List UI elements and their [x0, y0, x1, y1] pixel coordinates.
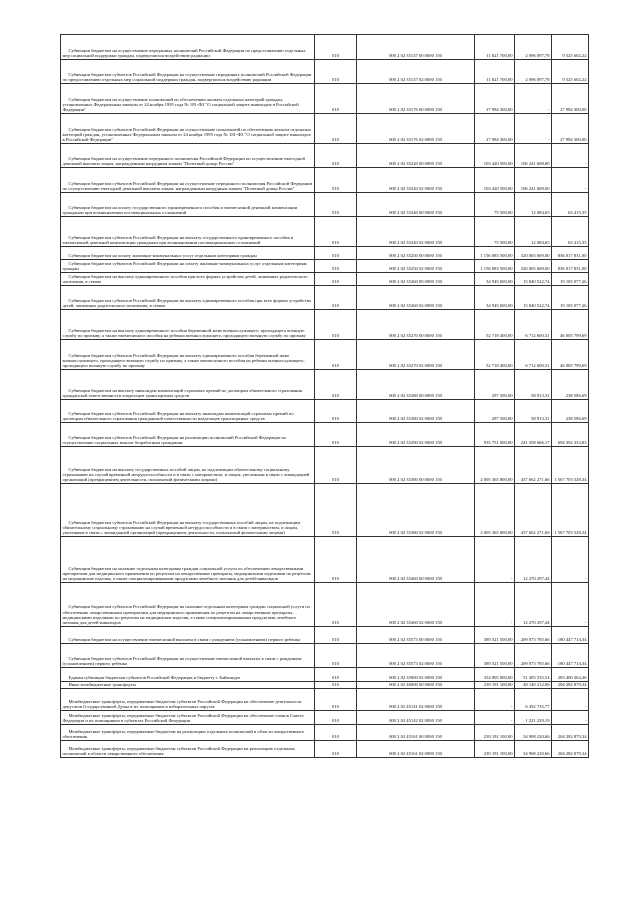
row-executed: 12 084,65 [515, 217, 552, 247]
row-executed: 209 073 785,66 [515, 627, 552, 644]
row-code: 010 [315, 35, 357, 60]
row-code: 010 [315, 682, 357, 689]
row-code: 010 [315, 310, 357, 340]
row-remaining: 204 282 879,34 [552, 741, 589, 758]
row-remaining: - [552, 168, 589, 193]
row-name: Субвенции бюджетам субъектов Российской Федерации на выплату инвалидам компенсаций страховых премий по договорам обязательного страхования гражданской ответственности владельцев транспортных средств [61, 400, 315, 423]
table-row [61, 60, 589, 84]
row-kbk: 000 2 02 35250 02 0000 150 [357, 260, 475, 273]
row-approved: 75 500,00 [475, 193, 515, 217]
row-name: Субвенции бюджетам на осуществление полномочий по обеспечению жильем отдельных категорий граждан, установленных Федеральным законом от 24 ноября 1995 года № 181-ФЗ "О социальной защите инвалидов в Российской Федерации" [61, 84, 315, 114]
row-executed: 51 405 535,54 [515, 668, 552, 682]
row-executed: 209 073 785,66 [515, 644, 552, 668]
row-remaining: 238 586,69 [552, 400, 589, 423]
table-row [61, 217, 589, 247]
row-approved: 27 984 300,00 [475, 84, 515, 114]
row-name: Субвенции бюджетам субъектов Российской Федерации на оплату жилищно-коммунальных услуг отдельным категориям граждан [61, 260, 315, 273]
table-row [61, 247, 589, 260]
row-code: 010 [315, 247, 357, 260]
row-remaining: 19 105 077,26 [552, 286, 589, 310]
row-kbk: 000 2 02 35460 02 0000 150 [357, 583, 475, 627]
row-name: Субвенции бюджетам субъектов Российской Федерации на выплату единовременного пособия беременной жене военнослужащего, проходящего военную службу по призыву, а также ежемесячного пособия на ребенка военнослужащего, проходящего военную службу по призыву [61, 340, 315, 370]
row-executed: 437 662 271,66 [515, 484, 552, 537]
row-approved: 389 521 500,00 [475, 644, 515, 668]
row-remaining: 9 525 602,22 [552, 35, 589, 60]
row-remaining: 1 567 703 528,34 [552, 484, 589, 537]
table-row [61, 310, 589, 340]
row-remaining: - [552, 583, 589, 627]
table-row [61, 447, 589, 484]
table-row [61, 682, 589, 689]
row-remaining: 836 017 831,00 [552, 260, 589, 273]
row-name: Субвенции бюджетам субъектов Российской Федерации на выплату государственных пособий лицам, не подлежащим обязательному социальному страхованию на случай временной нетрудоспособности и в связи с материнством, и лицам, уволенным в связи с ликвидацией организаций (прекращением деятельности, полномочий физическими лицами) [61, 484, 315, 537]
row-approved: 1 156 083 500,00 [475, 247, 515, 260]
row-approved: 34 945 600,00 [475, 273, 515, 286]
row-kbk: 000 2 02 35176 02 0000 150 [357, 114, 475, 144]
table-row [61, 627, 589, 644]
row-remaining: 63 415,35 [552, 217, 589, 247]
row-kbk: 000 2 02 40000 00 0000 150 [357, 682, 475, 689]
row-remaining: 204 282 879,34 [552, 682, 589, 689]
row-remaining: 46 005 799,69 [552, 340, 589, 370]
row-code: 010 [315, 583, 357, 627]
row-name: Субвенции бюджетам на выплату единовременного пособия беременной жене военнослужащего, проходящего военную службу по призыву, а также ежемесячного пособия на ребенка военнослужащего, проходящего военную службу по призыву [61, 310, 315, 340]
row-kbk: 000 2 02 35220 00 0000 150 [357, 144, 475, 168]
row-name: Субвенции бюджетам субъектов Российской Федерации на осуществление переданных полномочий Российской Федерации по предоставлению отдельных мер социальной поддержки граждан, подвергшихся воздействию радиации [61, 60, 315, 84]
row-approved: 27 984 300,00 [475, 114, 515, 144]
row-kbk: 000 2 02 35270 02 0000 150 [357, 340, 475, 370]
row-name: Субвенции бюджетам на выплату инвалидам компенсаций страховых премий по договорам обязательного страхования гражданской ответственности владельцев транспортных средств [61, 370, 315, 400]
row-remaining: - [552, 689, 589, 711]
row-name: Субвенции бюджетам субъектов Российской Федерации на осуществление полномочий по обеспечению жильем отдельных категорий граждан, установленных Федеральным законом от 24 ноября 1995 года № 181-ФЗ "О социальной защите инвалидов в Российской Федерации" [61, 114, 315, 144]
row-executed: 2 096 097,78 [515, 35, 552, 60]
row-remaining: 836 017 831,00 [552, 247, 589, 260]
row-code: 010 [315, 286, 357, 310]
table-row [61, 689, 589, 711]
table-row [61, 370, 589, 400]
row-executed: - [515, 84, 552, 114]
row-approved: - [475, 537, 515, 583]
row-remaining: 238 586,69 [552, 370, 589, 400]
row-name: Субвенции бюджетам субъектов Российской Федерации на осуществление ежемесячной выплаты в связи с рождением (усыновлением) первого ребенка [61, 644, 315, 668]
row-remaining: 1 567 703 528,34 [552, 447, 589, 484]
row-code: 010 [315, 537, 357, 583]
row-kbk: 000 2 02 35380 02 0000 150 [357, 484, 475, 537]
row-remaining: 63 415,35 [552, 193, 589, 217]
row-name: Межбюджетные трансферты, передаваемые бюджетам субъектов Российской Федерации на реализацию отдельных полномочий в области лекарственного обеспечения [61, 741, 315, 758]
row-remaining: - [552, 711, 589, 725]
row-remaining: 46 005 799,69 [552, 310, 589, 340]
row-code: 010 [315, 340, 357, 370]
table-row [61, 583, 589, 627]
row-executed: 1 221 229,19 [515, 711, 552, 725]
table-row [61, 84, 589, 114]
row-kbk: 000 2 02 35290 02 0000 150 [357, 423, 475, 447]
row-executed: 106 241 608,00 [515, 168, 552, 193]
row-kbk: 000 2 02 35573 02 0000 150 [357, 644, 475, 668]
row-approved: 11 621 700,00 [475, 60, 515, 84]
row-executed: 6 712 600,31 [515, 310, 552, 340]
row-kbk: 000 2 02 45142 02 0000 150 [357, 711, 475, 725]
row-kbk: 000 2 02 35260 00 0000 150 [357, 273, 475, 286]
row-code: 010 [315, 168, 357, 193]
row-kbk: 000 2 02 35240 00 0000 150 [357, 193, 475, 217]
row-code: 010 [315, 60, 357, 84]
table-row [61, 193, 589, 217]
row-kbk: 000 2 02 35573 00 0000 150 [357, 627, 475, 644]
row-executed: 2 096 097,78 [515, 60, 552, 84]
row-approved: 103 420 500,00 [475, 144, 515, 168]
row-code: 010 [315, 114, 357, 144]
row-approved: 103 420 500,00 [475, 168, 515, 193]
row-name: Субвенции бюджетам субъектов Российской Федерации на выплату единовременного пособия при всех формах устройства детей, лишенных родительского попечения, в семью [61, 286, 315, 310]
table-row [61, 286, 589, 310]
row-code: 010 [315, 273, 357, 286]
row-remaining: 27 984 300,00 [552, 114, 589, 144]
row-kbk: 000 2 02 35380 00 0000 150 [357, 447, 475, 484]
row-remaining: 19 105 077,26 [552, 273, 589, 286]
row-name: Субвенции бюджетам на осуществление переданных полномочий Российской Федерации по предоставлению отдельных мер социальной поддержки граждан, подвергшихся воздействию радиации [61, 35, 315, 60]
row-approved: 239 191 100,00 [475, 741, 515, 758]
row-approved: 52 718 400,00 [475, 310, 515, 340]
row-approved: 935 751 000,00 [475, 423, 515, 447]
row-remaining: 180 447 714,34 [552, 644, 589, 668]
row-code: 010 [315, 711, 357, 725]
row-kbk: 000 2 02 45161 02 0000 150 [357, 741, 475, 758]
table-row [61, 644, 589, 668]
row-executed: 241 358 666,17 [515, 423, 552, 447]
row-approved: 11 621 700,00 [475, 35, 515, 60]
row-name: Субвенции бюджетам на осуществление ежемесячной выплаты в связи с рождением (усыновлением) первого ребенка [61, 627, 315, 644]
row-executed: 6 712 600,31 [515, 340, 552, 370]
row-remaining: - [552, 144, 589, 168]
row-name: Субвенции бюджетам на оплату жилищно-коммунальных услуг отдельным категориям граждан [61, 247, 315, 260]
table-row [61, 537, 589, 583]
row-executed: 320 065 669,00 [515, 260, 552, 273]
table-row [61, 741, 589, 758]
row-kbk: 000 2 02 35220 02 0000 150 [357, 168, 475, 193]
row-kbk: 000 2 02 45141 02 0000 150 [357, 689, 475, 711]
row-approved: 1 156 083 500,00 [475, 260, 515, 273]
table-row [61, 273, 589, 286]
row-name: Межбюджетные трансферты, передаваемые бюджетам на реализацию отдельных полномочий в области лекарственного обеспечения [61, 725, 315, 741]
row-code: 010 [315, 370, 357, 400]
row-approved: 334 805 800,00 [475, 668, 515, 682]
row-code: 010 [315, 260, 357, 273]
row-executed: 58 913,31 [515, 400, 552, 423]
row-executed: 6 392 735,77 [515, 689, 552, 711]
row-approved: - [475, 711, 515, 725]
row-code: 010 [315, 741, 357, 758]
row-kbk: 000 2 02 35260 02 0000 150 [357, 286, 475, 310]
row-executed: - [515, 114, 552, 144]
row-kbk: 000 2 02 35280 00 0000 150 [357, 370, 475, 400]
row-code: 010 [315, 400, 357, 423]
row-remaining: - [552, 537, 589, 583]
row-code: 010 [315, 217, 357, 247]
row-executed: 12 270 297,44 [515, 537, 552, 583]
row-remaining: 694 392 333,83 [552, 423, 589, 447]
row-approved: 389 521 500,00 [475, 627, 515, 644]
row-code: 010 [315, 84, 357, 114]
row-executed: 320 065 669,00 [515, 247, 552, 260]
row-approved: 2 005 365 800,00 [475, 484, 515, 537]
row-kbk: 000 2 02 35137 02 0000 150 [357, 60, 475, 84]
row-executed: 106 241 608,00 [515, 144, 552, 168]
row-executed: 437 662 271,66 [515, 447, 552, 484]
income-table [60, 34, 589, 758]
table-row [61, 400, 589, 423]
row-name: Межбюджетные трансферты, передаваемые бюджетам субъектов Российской Федерации на обеспечение членов Совета Федерации и их помощников в субъектах Российской Федерации [61, 711, 315, 725]
row-name: Субвенции бюджетам на оплату государственного единовременного пособия и ежемесячной денежной компенсации гражданам при возникновении поствакцинальных осложнений [61, 193, 315, 217]
row-approved: 297 500,00 [475, 370, 515, 400]
table-row [61, 144, 589, 168]
row-name: Субвенции бюджетам на выплату государственных пособий лицам, не подлежащим обязательному социальному страхованию на случай временной нетрудоспособности и в связи с материнством, и лицам, уволенным в связи с ликвидацией организаций (прекращением деятельности, полномочий физическими лицами) [61, 447, 315, 484]
row-remaining: 9 525 602,22 [552, 60, 589, 84]
row-remaining: 27 984 300,00 [552, 84, 589, 114]
row-code: 010 [315, 144, 357, 168]
table-row [61, 168, 589, 193]
row-code: 010 [315, 447, 357, 484]
row-code: 010 [315, 627, 357, 644]
row-kbk: 000 2 02 35460 00 0000 150 [357, 537, 475, 583]
row-approved: 239 191 100,00 [475, 725, 515, 741]
table-row [61, 484, 589, 537]
row-code: 010 [315, 689, 357, 711]
row-approved: 34 945 600,00 [475, 286, 515, 310]
row-kbk: 000 2 02 35250 00 0000 150 [357, 247, 475, 260]
row-name: Иные межбюджетные трансферты [61, 682, 315, 689]
row-code: 010 [315, 668, 357, 682]
row-approved: 52 718 400,00 [475, 340, 515, 370]
row-approved: - [475, 583, 515, 627]
row-executed: 12 084,65 [515, 193, 552, 217]
row-name: Единая субвенция бюджетам субъектов Российской Федерации и бюджету г. Байконура [61, 668, 315, 682]
row-name: Субвенции бюджетам на осуществление переданного полномочия Российской Федерации по осуществлению ежегодной денежной выплаты лицам, награжденным нагрудным знаком "Почетный донор России" [61, 144, 315, 168]
row-executed: 58 913,31 [515, 370, 552, 400]
row-remaining: 180 447 714,34 [552, 627, 589, 644]
row-remaining: 283 400 264,46 [552, 668, 589, 682]
row-name: Субвенции бюджетам субъектов Российской Федерации на реализацию полномочий Российской Федерации по осуществлению социальных выплат безработным гражданам [61, 423, 315, 447]
row-approved: 2 005 365 800,00 [475, 447, 515, 484]
row-approved: 297 500,00 [475, 400, 515, 423]
row-kbk: 000 2 02 35280 02 0000 150 [357, 400, 475, 423]
row-kbk: 000 2 02 35240 02 0000 150 [357, 217, 475, 247]
row-kbk: 000 2 02 35270 00 0000 150 [357, 310, 475, 340]
row-executed: 48 140 212,06 [515, 682, 552, 689]
row-code: 010 [315, 484, 357, 537]
row-code: 010 [315, 193, 357, 217]
table-row [61, 260, 589, 273]
row-code: 010 [315, 644, 357, 668]
row-name: Субвенции бюджетам на выплату единовременного пособия при всех формах устройства детей, лишенных родительского попечения, в семью [61, 273, 315, 286]
row-name: Субвенции бюджетам на оказание отдельным категориям граждан социальной услуги по обеспечению лекарственными препаратами для медицинского применения по рецептам на лекарственные препараты, медицинскими изделиями по рецептам на медицинские изделия, а также специализированными продуктами лечебного питания для детей-инвалидов [61, 537, 315, 583]
row-executed: 34 908 220,66 [515, 725, 552, 741]
row-name: Субвенции бюджетам субъектов Российской Федерации на выплату государственного единовременного пособия и ежемесячной денежной компенсации гражданам при возникновении поствакцинальных осложнений [61, 217, 315, 247]
row-kbk: 000 2 02 35900 02 0000 150 [357, 668, 475, 682]
row-executed: 34 908 220,66 [515, 741, 552, 758]
table-row [61, 711, 589, 725]
row-name: Межбюджетные трансферты, передаваемые бюджетам субъектов Российской Федерации на обеспечение деятельности депутатов Государственной Думы и их помощников в избирательных округах [61, 689, 315, 711]
table-row [61, 340, 589, 370]
row-name: Субвенции бюджетам субъектов Российской Федерации на осуществление переданного полномочия Российской Федерации по осуществлению ежегодной денежной выплаты лицам, награжденным нагрудным знаком "Почетный донор России" [61, 168, 315, 193]
row-approved: 239 191 100,00 [475, 682, 515, 689]
row-code: 010 [315, 423, 357, 447]
table-row [61, 725, 589, 741]
row-approved: - [475, 689, 515, 711]
table-row [61, 114, 589, 144]
row-executed: 15 840 522,74 [515, 286, 552, 310]
table-row [61, 668, 589, 682]
row-name: Субвенции бюджетам субъектов Российской Федерации на оказание отдельным категориям граждан социальной услуги по обеспечению лекарственными препаратами для медицинского применения по рецептам на лекарственные препараты, медицинскими изделиями по рецептам на медицинские изделия, а также специализированными продуктами лечебного питания для детей-инвалидов [61, 583, 315, 627]
row-executed: 15 840 522,74 [515, 273, 552, 286]
row-kbk: 000 2 02 45161 00 0000 150 [357, 725, 475, 741]
row-executed: 12 270 297,44 [515, 583, 552, 627]
table-row [61, 423, 589, 447]
row-kbk: 000 2 02 35137 00 0000 150 [357, 35, 475, 60]
row-code: 010 [315, 725, 357, 741]
row-kbk: 000 2 02 35176 00 0000 150 [357, 84, 475, 114]
row-remaining: 204 282 879,34 [552, 725, 589, 741]
row-approved: 75 500,00 [475, 217, 515, 247]
table-row [61, 35, 589, 60]
